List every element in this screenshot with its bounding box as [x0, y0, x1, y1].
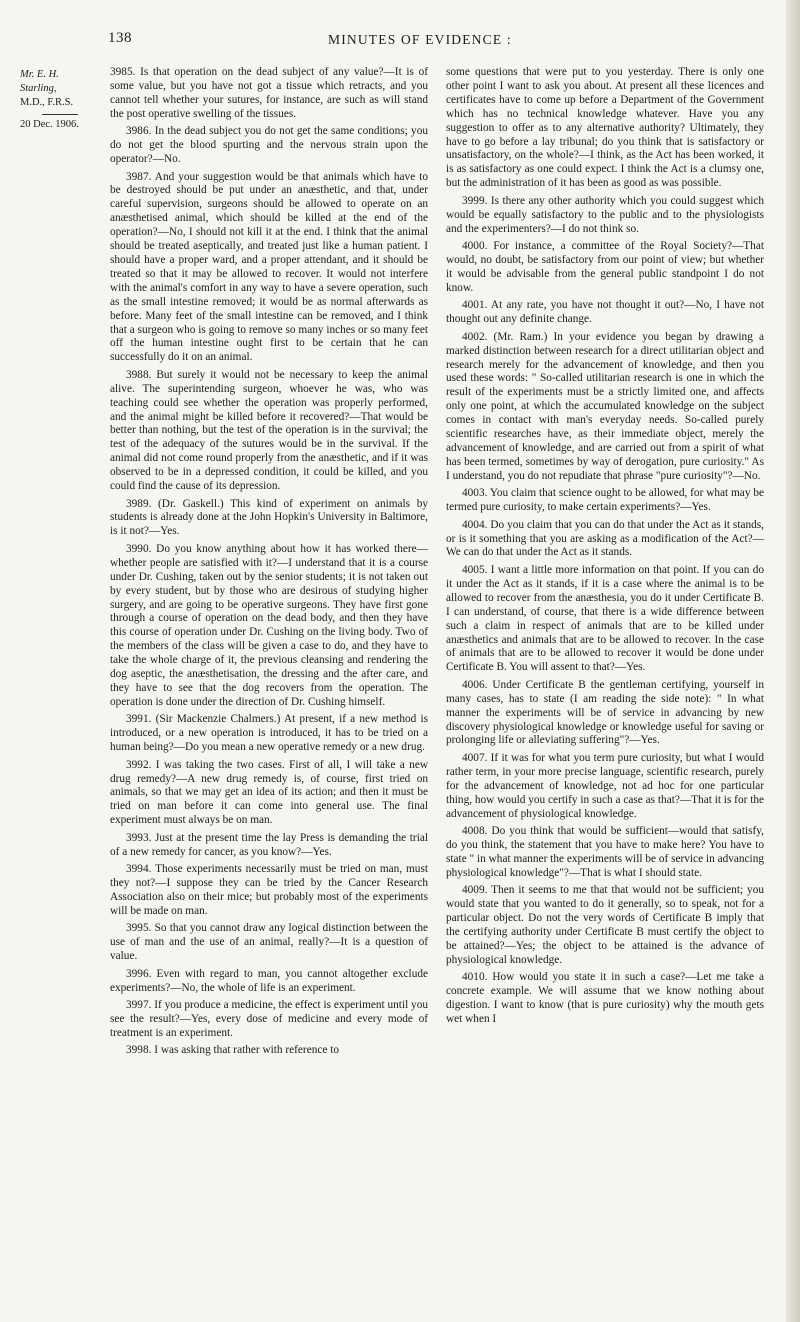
evidence-paragraph: 4010. How would you state it in such a case?—Let me take a concrete example. We will assume that we know nothing about digestion. I want to know (that is pure curiosity) why the mouth gets wet when I: [446, 971, 764, 1026]
evidence-paragraph: 3985. Is that operation on the dead subject of any value?—It is of some value, but you have not got a tissue which retracts, and you cannot tell whether your sutures, for instance, are such as will stand the post operative swelling of the tissues.: [110, 66, 428, 120]
evidence-paragraph: 3986. In the dead subject you do not get the same conditions; you do not get the blood spurting and the nervous strain upon the operator?—No.: [110, 125, 428, 166]
evidence-paragraph: 3993. Just at the present time the lay Press is demanding the trial of a new remedy for cancer, as you know?—Yes.: [110, 831, 428, 858]
evidence-date: 20 Dec. 1906.: [20, 119, 79, 130]
witness-degrees: M.D., F.R.S.: [20, 97, 74, 108]
evidence-paragraph: 4007. If it was for what you term pure curiosity, but what I would rather term, in your more precise language, scientific research, purely for the advancement of knowledge, not ad hoc for one particular thing, how would you certify in such a case as that?—That it is for the advancement of physiological knowledge.: [446, 751, 764, 820]
running-head: MINUTES OF EVIDENCE :: [328, 32, 512, 47]
evidence-paragraph: 3988. But surely it would not be necessary to keep the animal alive. The superintending surgeon, whoever he was, who was teaching could see whether the operation was properly performed, and the animal might be killed before it recovered?—That would be better than nothing, but the test of the operation is in the survival; the test of the adequacy of the sutures would be in the survival. If the animal did not come round properly from the anæsthetic, and if it was observed to be in a depressed condition, it could be killed, and you could find the cause of its depression.: [110, 368, 428, 493]
evidence-paragraph: 4006. Under Certificate B the gentleman certifying, yourself in many cases, has to state (I am reading the side note): " In what manner the experiments will be of service in advancing by new discovery physiological knowledge or knowledge useful for saving or prolonging life or alleviating suffering"?—Yes.: [446, 678, 764, 747]
evidence-paragraph: 3989. (Dr. Gaskell.) This kind of experiment on animals by students is already done at the John Hopkin's University in Baltimore, is it not?—Yes.: [110, 497, 428, 538]
page-number: 138: [108, 30, 132, 46]
witness-surname: Starling,: [20, 83, 57, 94]
left-column: [110, 66, 428, 1062]
evidence-paragraph: 4008. Do you think that would be sufficient—would that satisfy, do you think, the statement that you have to make here? You have to state " in what manner the experiments will be of service in advancing physiological knowledge"?—That is what I should state.: [446, 825, 764, 879]
evidence-paragraph: 3995. So that you cannot draw any logical distinction between the use of man and the use of an animal, really?—It is a question of value.: [110, 922, 428, 963]
witness-margin-note: [20, 68, 108, 132]
evidence-paragraph: 4009. Then it seems to me that that would not be sufficient; you would state that you wanted to do it generally, so to speak, not for a particular object. Do not the very words of Certificate B imply that the certifying authority under Certificate B must certify the object to be attained?—Yes; the object to be attained is the advance of physiological knowledge.: [446, 884, 764, 966]
evidence-paragraph: 3991. (Sir Mackenzie Chalmers.) At present, if a new method is introduced, or a new operation is introduced, it has to be tried on a human being?—Do you mean a new operative remedy or a new drug.: [110, 713, 428, 754]
margin-rule: [42, 114, 78, 115]
evidence-paragraph: 3992. I was taking the two cases. First of all, I will take a new drug remedy?—A new drug remedy is, of course, first tried on animals, so that we may get an idea of its action; and then it must be tried on man before it can come into general use. The final experiment must always be on man.: [110, 758, 428, 827]
evidence-paragraph: 4001. At any rate, you have not thought it out?—No, I have not thought out any definite change.: [446, 299, 764, 326]
evidence-paragraph: 3990. Do you know anything about how it has worked there—whether people are satisfied with it?—I understand that it is a course under Dr. Cushing, taken out by the senior students; it is not taken out by every student, but by those who are desirous of studying higher surgery, and are going to be operative surgeons. They have first gone through a course of operation on the dead body, and then they have this course of operation under Dr. Cushing on the living body. Two of the members of the class will be given a case to do, and they have to take the whole charge of it, the previous cleansing and rendering the dog aseptic, the anæsthetisation, the dressing and the after care, and they have to see that the dog recovers from the operation. The operation is done under the direction of Dr. Cushing himself.: [110, 542, 428, 708]
page-edge: [786, 0, 800, 1322]
evidence-paragraph: 4000. For instance, a committee of the Royal Society?—That would, no doubt, be satisfactory from our point of view; but whether it would be advisable from the general public standpoint I do not know.: [446, 240, 764, 294]
evidence-paragraph: 4005. I want a little more information on that point. If you can do it under the Act as it stands, if it is a case where the animal is to be allowed to recover from the anæsthesia, you do it under Certificate B. I can understand, of course, that there is a wide difference between such a claim in respect of animals that are to be killed under anæsthetics and animals that are to be allowed to recover. In the case of animals that are to be allowed to recover it would be done under Certificate B. You will assent to that?—Yes.: [446, 563, 764, 674]
evidence-paragraph: 3997. If you produce a medicine, the effect is experiment until you see the result?—Yes, every dose of medicine and every mode of treatment is an experiment.: [110, 999, 428, 1039]
evidence-paragraph: 3994. Those experiments necessarily must be tried on man, must they not?—I suppose they can be tried by the Cancer Research Association also on their mice; but probably most of the experiments will be made on man.: [110, 863, 428, 917]
evidence-paragraph: 3987. And your suggestion would be that animals which have to be destroyed should be put under an anæsthetic, and that, under careful supervision, surgeons should be allowed to operate on an anæsthetised animal, which should be killed at the end of the operation?—No, I should not kill it at the end. I think that the animal should be treated aseptically, and treated just like a human patient. I should have a proper ward, and a proper attendant, and it should be treated so that it may be allowed to recover. It would not interfere with the animal's comfort in any way to have a severe operation, such as the small intestine removed; it would be as normal afterwards as before. Many feet of the small intestine can be removed, and I think that a surgeon who is going to remove so many inches or so many feet off the human intestine ought first to be certain that he can successfully do it on an animal.: [110, 170, 428, 364]
evidence-paragraph: 3996. Even with regard to man, you cannot altogether exclude experiments?—No, the whole of life is an experiment.: [110, 967, 428, 994]
evidence-paragraph: 3998. I was asking that rather with reference to: [126, 1044, 339, 1057]
evidence-paragraph: some questions that were put to you yesterday. There is only one other point I want to ask you about. At present all these licences and certificates have to come up before a Department of the Government which has no technical knowledge whatever. Have you any suggestion to offer as to any alternative authority? Ultimately, they have to go before a lay tribunal; do you think that is satisfactory or unsatisfactory, on the whole?—I think, as the Act has been worked, it is as satisfactory as one could expect. I think the Act is a clumsy one, but the administration of it has been as good as was possible.: [446, 66, 764, 190]
evidence-paragraph: 3999. Is there any other authority which you could suggest which would be equally satisfactory to the public and to the physiologists and the experimenters?—I do not think so.: [446, 194, 764, 235]
evidence-paragraph: 4003. You claim that science ought to be allowed, for what may be termed pure curiosity, to make certain experiments?—Yes.: [446, 487, 764, 514]
evidence-paragraph: 4002. (Mr. Ram.) In your evidence you began by drawing a marked distinction between research for a direct utilitarian object and research merely for the advancement of knowledge, and then you used these words: " So-called utilitarian research is one in which the result of the experiments must be a strictly limited one, and affects only one point, at which the accumulated knowledge on the subject comes in contact with man's everyday needs. So-called purely scientific researches have, as their immediate object, merely the advancement of knowledge, and are carried out from a spirit of what has been termed, sometimes by way of derogation, pure curiosity." As I understand, you do not repudiate that phrase "pure curiosity"?—No.: [446, 330, 764, 482]
witness-name: Mr. E. H.: [20, 69, 59, 80]
evidence-paragraph: 4004. Do you claim that you can do that under the Act as it stands, or is it something that you are asking as a modification of the Act?—We can do that under the Act as it stands.: [446, 518, 764, 559]
right-column: [446, 66, 764, 1031]
